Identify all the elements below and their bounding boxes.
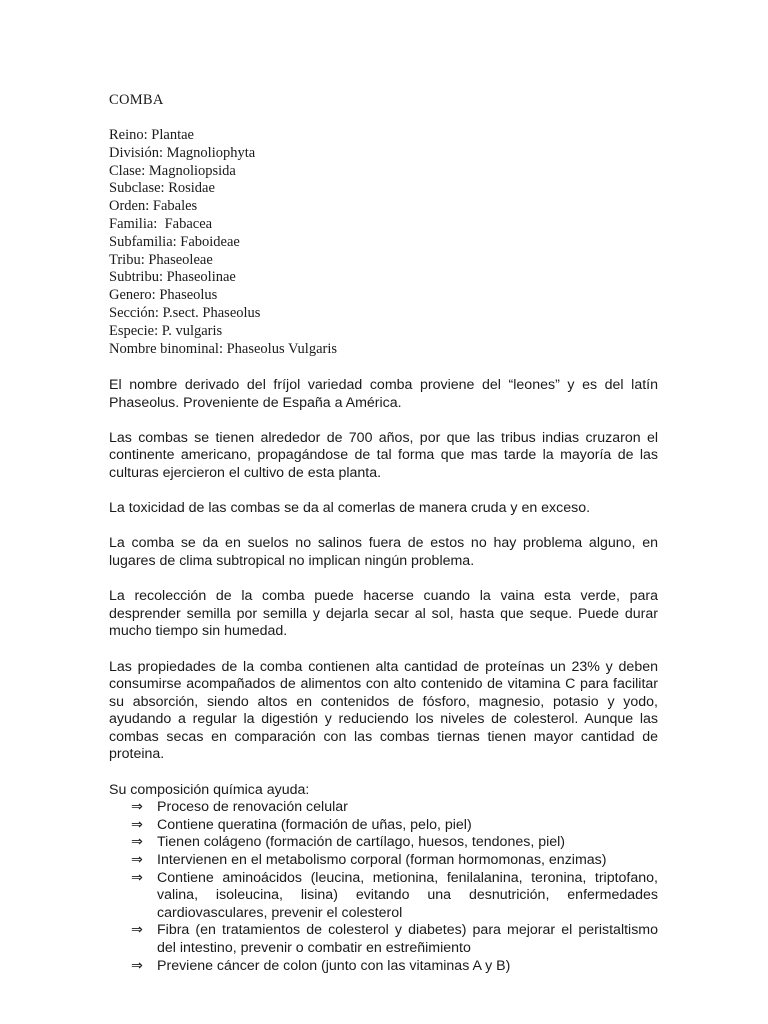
double-arrow-icon: ⇒ xyxy=(131,834,143,851)
list-item: ⇒ Contiene queratina (formación de uñas, pelo, piel) xyxy=(131,816,472,833)
taxonomy-line: Tribu: Phaseoleae xyxy=(109,251,213,268)
taxonomy-line: Orden: Fabales xyxy=(109,198,198,215)
list-item: ⇒ Tienen colágeno (formación de cartílago, huesos, tendones, piel) xyxy=(131,834,566,851)
taxonomy-line: Nombre binominal: Phaseolus Vulgaris xyxy=(109,340,338,357)
list-item: ⇒ Intervienen en el metabolismo corporal (forman hormomonas, enzimas) xyxy=(131,852,607,869)
paragraph-harvest: La recolección de la comba puede hacerse cuando la vaina esta verde, para desprender semilla por semilla y dejarla secar al sol, hasta que seque. Puede durar mucho tiempo sin humedad. xyxy=(109,588,658,640)
double-arrow-icon: ⇒ xyxy=(131,799,143,816)
taxonomy-line: Subtribu: Phaseolinae xyxy=(109,269,236,286)
list-item: ⇒ Fibra (en tratamientos de colesterol y diabetes) para mejorar el peristaltismo del intestino, prevenir o combatir en estreñimiento xyxy=(131,922,658,956)
taxonomy-line: Subfamilia: Faboideae xyxy=(109,233,240,250)
composition-list xyxy=(109,799,658,975)
body-text xyxy=(109,377,658,975)
taxonomy-line: Especie: P. vulgaris xyxy=(109,322,223,339)
taxonomy-line: Genero: Phaseolus xyxy=(109,287,218,304)
double-arrow-icon: ⇒ xyxy=(131,922,143,939)
double-arrow-icon: ⇒ xyxy=(131,957,143,974)
taxonomy-line: Sección: P.sect. Phaseolus xyxy=(109,304,261,321)
taxonomy-line: Subclase: Rosidae xyxy=(109,180,215,197)
list-item: ⇒ Contiene aminoácidos (leucina, metionina, fenilalanina, teronina, triptofano, valina, isoleucina, lisina) evitando una desnutrición, enfermedades cardiovasculares, prevenir el colesterol xyxy=(131,869,658,921)
double-arrow-icon: ⇒ xyxy=(131,852,143,869)
taxonomy-line: Reino: Plantae xyxy=(109,127,194,143)
document-title: COMBA xyxy=(109,92,164,108)
paragraph-toxicity: La toxicidad de las combas se da al comerlas de manera cruda y en exceso. xyxy=(109,500,591,517)
paragraph-history: Las combas se tienen alrededor de 700 años, por que las tribus indias cruzaron el continente americano, propagándose de tal forma que mas tarde la mayoría de las culturas ejercieron el cultivo de esta planta. xyxy=(109,429,658,481)
taxonomy-line: División: Magnoliophyta xyxy=(109,144,256,161)
list-item: ⇒ Proceso de renovación celular xyxy=(131,799,348,816)
paragraph-properties: Las propiedades de la comba contienen alta cantidad de proteínas un 23% y deben consumirse acompañados de alimentos con alto contenido de vitamina C para facilitar su absorción, siendo altos en contenidos de fósforo, magnesio, potasio y yodo, ayudando a regular la digestión y reduciendo los niveles de colesterol. Aunque las combas secas en comparación con las combas tiernas tienen mayor cantidad de proteina. xyxy=(109,658,658,763)
paragraph-soil: La comba se da en suelos no salinos fuera de estos no hay problema alguno, en lugares de clima subtropical no implican ningún problema. xyxy=(109,535,658,569)
list-intro: Su composición química ayuda: xyxy=(109,781,310,798)
list-item: ⇒ Previene cáncer de colon (junto con las vitaminas A y B) xyxy=(131,957,511,974)
taxonomy-block xyxy=(109,127,337,358)
double-arrow-icon: ⇒ xyxy=(131,869,143,886)
double-arrow-icon: ⇒ xyxy=(131,816,143,833)
taxonomy-line: Clase: Magnoliopsida xyxy=(109,162,236,179)
taxonomy-line: Familia: Fabacea xyxy=(109,215,213,232)
paragraph-origin: El nombre derivado del fríjol variedad comba proviene del “leones” y es del latín Phaseolus. Proveniente de España a América. xyxy=(109,377,658,411)
